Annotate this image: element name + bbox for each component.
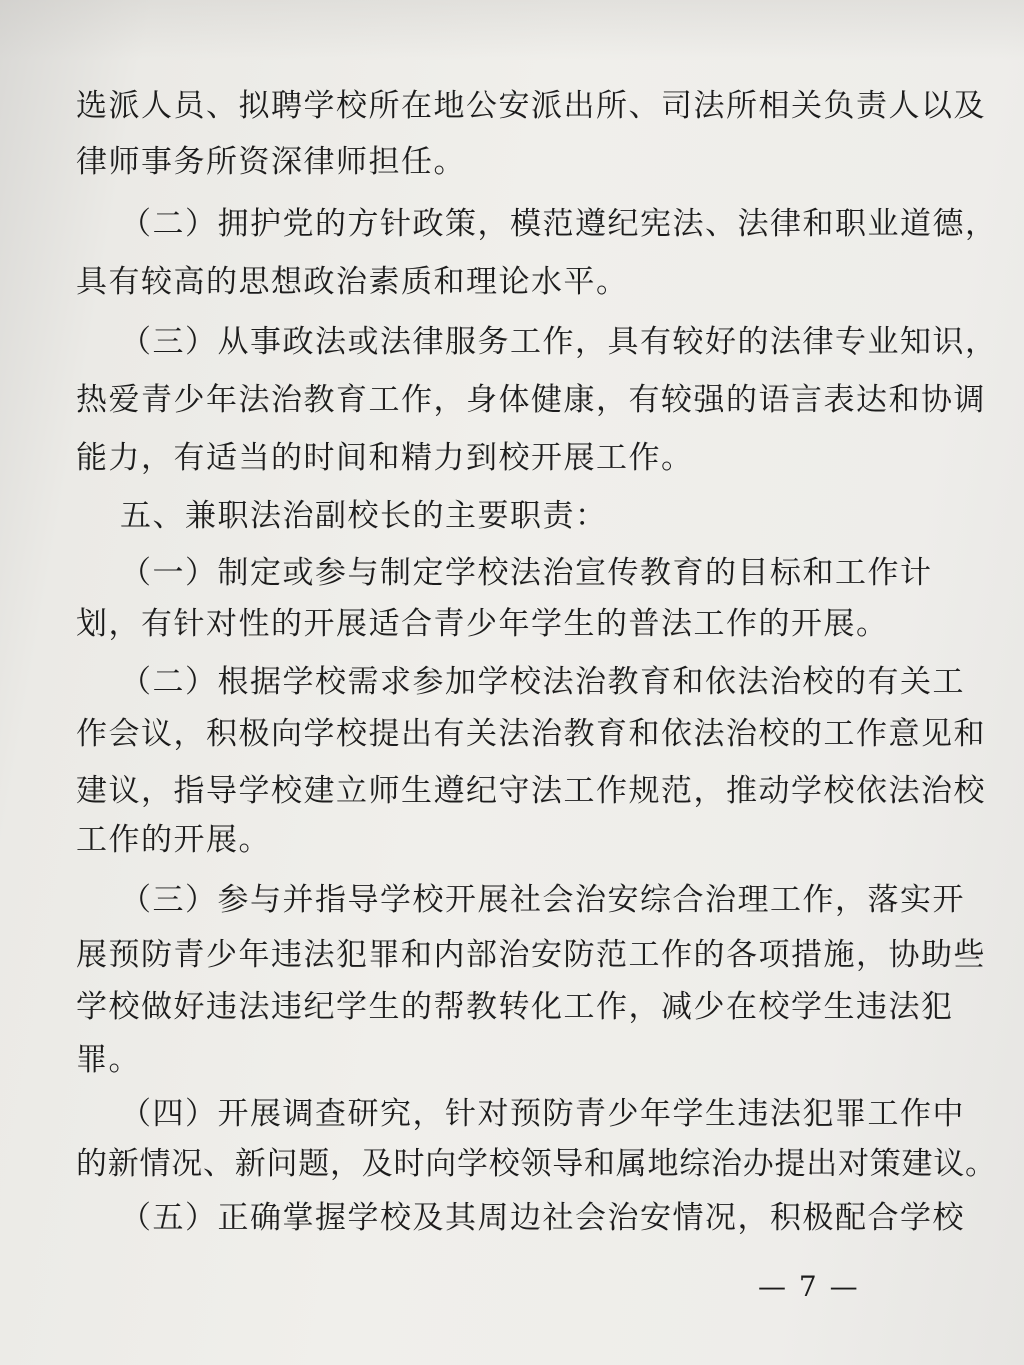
text-line: 选派人员、拟聘学校所在地公安派出所、司法所相关负责人以及 [76, 88, 986, 124]
text-line: 的新情况、新问题，及时向学校领导和属地综治办提出对策建议。 [76, 1146, 997, 1182]
page-shadow [0, 0, 1024, 60]
text-line: （一）制定或参与制定学校法治宣传教育的目标和工作计 [120, 555, 933, 591]
text-line: 工作的开展。 [76, 822, 271, 858]
text-line: （三）从事政法或法律服务工作，具有较好的法律专业知识， [120, 324, 998, 360]
text-line: 建议，指导学校建立师生遵纪守法工作规范，推动学校依法治校 [76, 773, 986, 809]
page-number: — 7 — [758, 1270, 860, 1303]
text-line: 罪。 [76, 1042, 141, 1078]
text-line: （二）拥护党的方针政策，模范遵纪宪法、法律和职业道德， [120, 206, 998, 242]
text-line: （三）参与并指导学校开展社会治安综合治理工作，落实开 [120, 882, 965, 918]
text-line: 作会议，积极向学校提出有关法治教育和依法治校的工作意见和 [76, 716, 986, 752]
text-line: 律师事务所资深律师担任。 [76, 144, 466, 180]
text-line: 划，有针对性的开展适合青少年学生的普法工作的开展。 [76, 606, 889, 642]
text-line: 热爱青少年法治教育工作，身体健康，有较强的语言表达和协调 [76, 382, 986, 418]
text-line: 展预防青少年违法犯罪和内部治安防范工作的各项措施，协助些 [76, 937, 986, 973]
text-line: （五）正确掌握学校及其周边社会治安情况，积极配合学校 [120, 1200, 965, 1236]
text-line: （二）根据学校需求参加学校法治教育和依法治校的有关工 [120, 664, 965, 700]
text-line: 具有较高的思想政治素质和理论水平。 [76, 264, 629, 300]
text-line: 学校做好违法违纪学生的帮教转化工作，减少在校学生违法犯 [76, 989, 954, 1025]
text-line: 能力，有适当的时间和精力到校开展工作。 [76, 440, 694, 476]
text-line: （四）开展调查研究，针对预防青少年学生违法犯罪工作中 [120, 1096, 965, 1132]
section-heading: 五、兼职法治副校长的主要职责： [120, 498, 608, 534]
